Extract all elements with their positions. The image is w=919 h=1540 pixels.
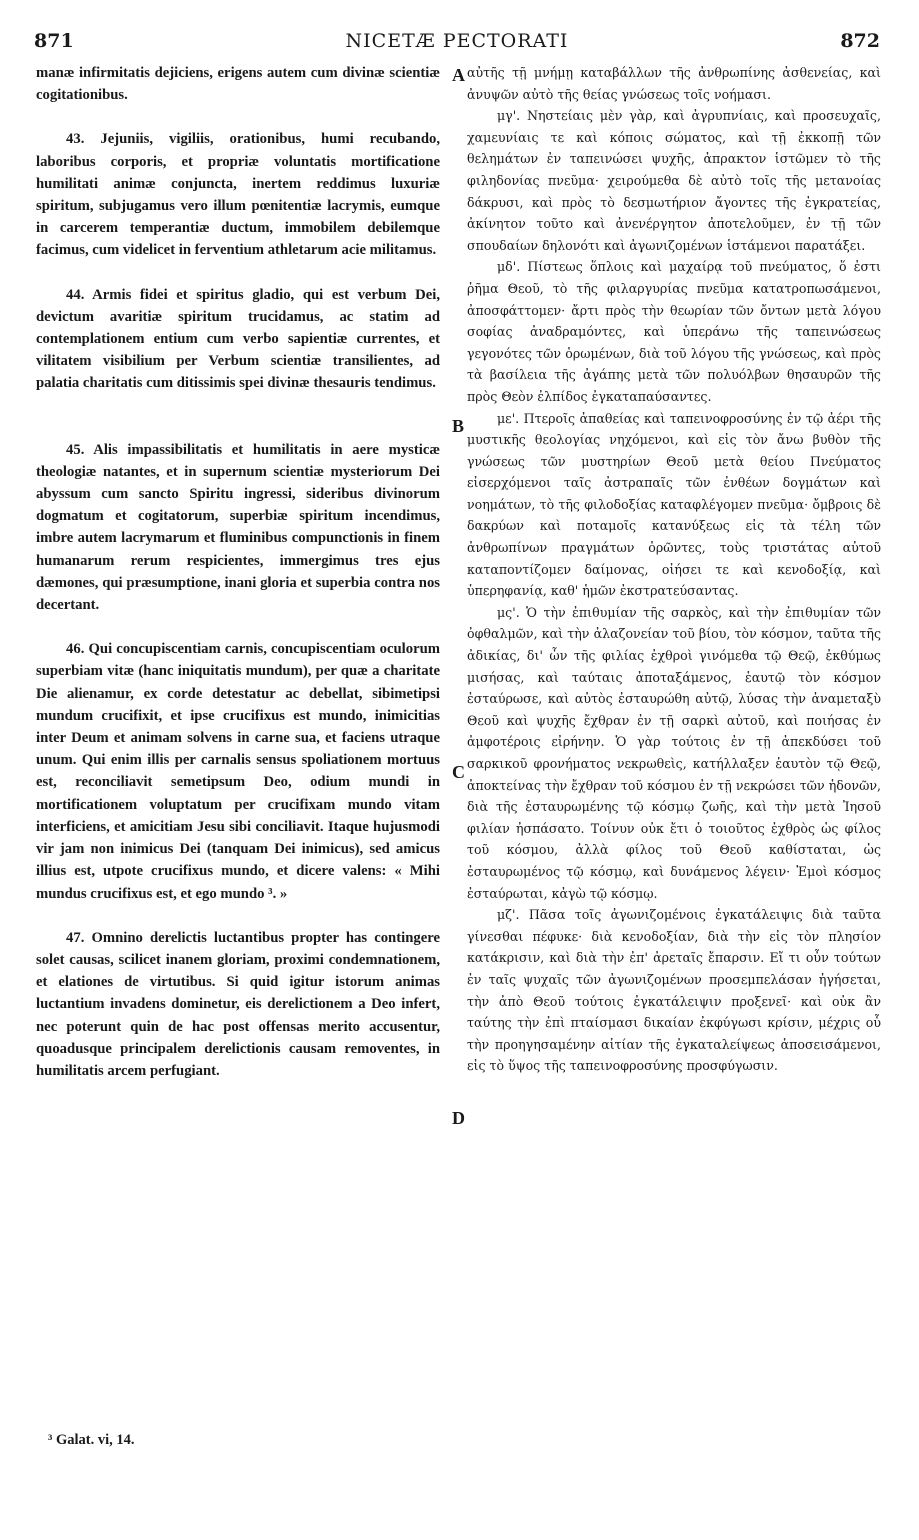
latin-paragraph-45: 45. Alis impassibilitatis et humilitatis in aere mysticæ theologiæ natantes, et in supernum scientiæ mysteriorum Dei abyssum cum sancto Spiritu ingressi, sideribus divinorum dogmatum et cogitatorum, superbiæ spiritum incendimus, imbre autem lacrymarum et fluminibus compunctionis in finem humanarum rerum respicientes, immergimus tres ejus dæmones, qui præsumptione, inani gloria et superbia contra nos decertant. <box>36 441 440 614</box>
greek-paragraph-43: μγ'. Νηστείαις μὲν γὰρ, καὶ ἀγρυπνίαις, καὶ προσευχαῖς, χαμευνίαις τε καὶ κόποις σώματος, καὶ τῇ ἐκκοπῇ τῶν θελημάτων ἐν ταπεινώσει ψυχῆς, ἀπρακτον ἱστῶμεν τὸ τῆς φιληδονίας πνεῦμα· χειρούμεθα δὲ αὐτὸ τοῖς τῆς μετανοίας δάκρυσι, καὶ πρὸς τὸ δεσμωτήριον ἄγοντες τῆς ἐγκρατείας, ἀκίνητον τοῦτο καὶ ἀνενέργητον ἀποτελοῦμεν, ἐν τῇ τῶν σπουδαίων δηλονότι καὶ ἀγωνιζομένων ἱστάμενοι παρατάξει. <box>467 108 881 253</box>
margin-letter-d: D <box>452 1108 465 1128</box>
margin-letter-b: B <box>452 416 465 436</box>
latin-paragraph-43: 43. Jejuniis, vigiliis, orationibus, humi recubando, laboribus corporis, et propriæ voluntatis mortificatione humilitati animæ conjuncta, inertem reddimus luxuriæ spiritum, subjugamus vero illum pœnitentiæ lacrymis, eumque in carcerem temperantiæ ductum, immobilem debilemque facimus, cum videlicet in ferventium athletarum acie militamus. <box>36 131 440 259</box>
greek-paragraph-continued: αὐτῆς τῇ μνήμῃ καταβάλλων τῆς ἀνθρωπίνης ἀσθενείας, καὶ ἀνυψῶν αὐτὸ τῆς θείας γνώσεως τοῖς νοήμασι. <box>467 65 881 102</box>
margin-letter-a: A <box>452 65 465 85</box>
margin-letter-c: C <box>452 762 465 782</box>
page-header <box>34 30 880 56</box>
greek-paragraph-45: με'. Πτεροῖς ἀπαθείας καὶ ταπεινοφροσύνης ἐν τῷ ἀέρι τῆς μυστικῆς θεολογίας νηχόμενοι, καὶ εἰς τὸν ἄνω βυθὸν τῆς γνώσεως τῶν μυστηρίων Θεοῦ μετὰ θείου Πνεύματος εἰσερχόμενοι ταῖς ἀστραπαῖς τῶν ἐνθέων δογμάτων καὶ νοημάτων, τὸ τῆς φιλοδοξίας καταφλέγομεν πνεῦμα· ὄμβροις δὲ δακρύων καὶ ποταμοῖς κατανύξεως εἰς τὰ τέλη τῶν ἀνθρωπίνων πραγμάτων ὁρῶντες, τοὺς τριστάτας αὐτοῦ καταποντίζομεν δαίμονας, οἰήσει τε καὶ κενοδοξίᾳ, καὶ ὑπερηφανίᾳ, καθ' ἡμῶν ἐκστρατεύσαντας. <box>467 410 881 599</box>
latin-paragraph-44: 44. Armis fidei et spiritus gladio, qui est verbum Dei, devictum avaritiæ spiritum trucidamus, ac statim ad contemplationem entium cum verbo sapientiæ currentes, et vilitatem visibilium per Verbum scientiæ transilientes, ad palatia charitatis cum ditissimis spei divinæ thesauris tendimus. <box>36 286 440 392</box>
latin-spacer <box>36 395 440 417</box>
greek-column <box>467 62 881 1077</box>
right-column-number: 872 <box>840 30 880 52</box>
running-title: NICETÆ PECTORATI <box>345 30 569 52</box>
left-column-number: 871 <box>34 30 74 52</box>
greek-paragraph-47: μζ'. Πᾶσα τοῖς ἀγωνιζομένοις ἐγκατάλειψις διὰ ταῦτα γίνεσθαι πέφυκε· διὰ κενοδοξίαν, διὰ τὴν εἰς τὸν πλησίον κατάκρισιν, καὶ διὰ τὴν ἐπ' ἀρεταῖς ἔπαρσιν. Εἴ τι οὖν τούτων ἐν ταῖς ψυχαῖς τῶν ἀγωνιζομένων προσεμπελάσαν ἡγήσεται, τὴν ἀπὸ Θεοῦ τούτοις ἐγκατάλειψιν προξενεῖ· καὶ οὐκ ἂν ταύτης τὴν ἐπὶ πταίσμασι δικαίαν ἐκφύγωσι κρίσιν, μέχρις οὗ τὴν προηγησαμένην αἰτίαν τῆς ἐγκαταλείψεως ἀποσεισάμενοι, εἰς τὸ ὕψος τῆς ταπεινοφροσύνης προσφύγωσιν. <box>467 907 881 1074</box>
greek-paragraph-44: μδ'. Πίστεως ὅπλοις καὶ μαχαίρᾳ τοῦ πνεύματος, ὅ ἐστι ῥῆμα Θεοῦ, τὸ τῆς φιλαργυρίας πνεῦμα κατατροπωσάμενοι, ἀποσφάττομεν· ἄρτι πρὸς τὴν θεωρίαν τῶν ὄντων μετὰ λόγου σοφίας ἀναδραμόντες, καὶ ὑπεράνω τῆς ταπεινώσεως γεγονότες τῶν ὁρωμένων, διὰ τοῦ λόγου τῆς γνώσεως, καὶ πρὸς τὰ βασίλεια τῆς ἀγάπης μετὰ τῶν πολυόλβων θησαυρῶν τῆς πρὸς Θεὸν ἐλπίδος ἐγκαταπαύσαντες. <box>467 259 881 404</box>
latin-paragraph-46: 46. Qui concupiscentiam carnis, concupiscentiam oculorum superbiam vitæ (hanc iniquitatis mundum), per quæ a charitate Die alienamur, ex corde detestatur ac debellat, sibimetipsi mundum crucifixit, et ipse crucifixus est mundo, inimicitias inter Deum et animam solvens in carne sua, et faciens utraque unum. Qui enim illis per carnalis sensus spoliationem mortuus est, reconciliavit semetipsum Deo, odium mundi in mortificationem voluptatum per crucifixam mundo vitam interficiens, et amicitiam Jesu sibi conciliavit. Itaque hujusmodi vir jam non inimicus Dei (tanquam Dei inimicus), sed amicus illius est, utpote crucifixus mundo, et dicere valens: « Mihi mundus crucifixus est, et ego mundo ³. » <box>36 641 440 902</box>
latin-paragraph-continued: manæ infirmitatis dejiciens, erigens autem cum divinæ scientiæ cogitationibus. <box>36 65 440 104</box>
footnote: ³ Galat. vi, 14. <box>48 1432 135 1448</box>
greek-paragraph-46: μς'. Ὁ τὴν ἐπιθυμίαν τῆς σαρκὸς, καὶ τὴν ἐπιθυμίαν τῶν ὀφθαλμῶν, καὶ τὴν ἀλαζονείαν τοῦ βίου, τὸν κόσμον, ταῦτα τῆς ἀδικίας, δι' ὧν τῆς φιλίας ἐχθροὶ γινόμεθα τῷ Θεῷ, ἐκθύμως μισήσας, καὶ ταύταις ἀποταξάμενος, ἑαυτῷ τὸν κόσμον ἐσταύρωσε, καὶ αὐτὸς ἐσταυρώθη αὐτῷ, λύσας τὴν ἀναμεταξὺ Θεοῦ καὶ ψυχῆς ἔχθραν ἐν τῇ σαρκὶ αὐτοῦ, καὶ ποιήσας ἐν ἀμφοτέροις εἰρήνην. Ὁ γὰρ τούτοις ἐν τῇ ἀπεκδύσει τοῦ σαρκικοῦ φρονήματος νεκρωθεὶς, κατήλλαξεν ἑαυτὸν τῷ Θεῷ, ἀποκτείνας τὴν ἔχθραν τοῦ κόσμου ἐν τῇ νεκρώσει τῶν ἡδονῶν, διὰ τῆς ἐσταυρωμένης τῷ κόσμῳ ζωῆς, καὶ τὴν μετὰ Ἰησοῦ φιλίαν ἠσπάσατο. Τοίνυν οὐκ ἔτι ὁ τοιοῦτος ἐχθρὸς ὡς φίλος τοῦ κόσμου, ἀλλὰ φίλος τοῦ Θεοῦ καθίσταται, ὡς ἐσταυρωμένος τῷ κόσμῳ, καὶ δυνάμενος λέγειν· Ἐμοὶ κόσμος ἐσταύρωται, κἀγὼ τῷ κόσμῳ. <box>467 604 881 901</box>
latin-column <box>36 62 440 1082</box>
latin-paragraph-47: 47. Omnino derelictis luctantibus propter has contingere solet causas, scilicet inanem gloriam, proximi condemnationem, et elationes de virtutibus. Si quid igitur istorum animas luctantium invadens dominetur, eis derelictionem a Deo infert, nec poterunt quin de hac post offensas merito accusentur, quoadusque principalem derelictionis causam removentes, in humilitatis arcem perfugiant. <box>36 929 440 1079</box>
